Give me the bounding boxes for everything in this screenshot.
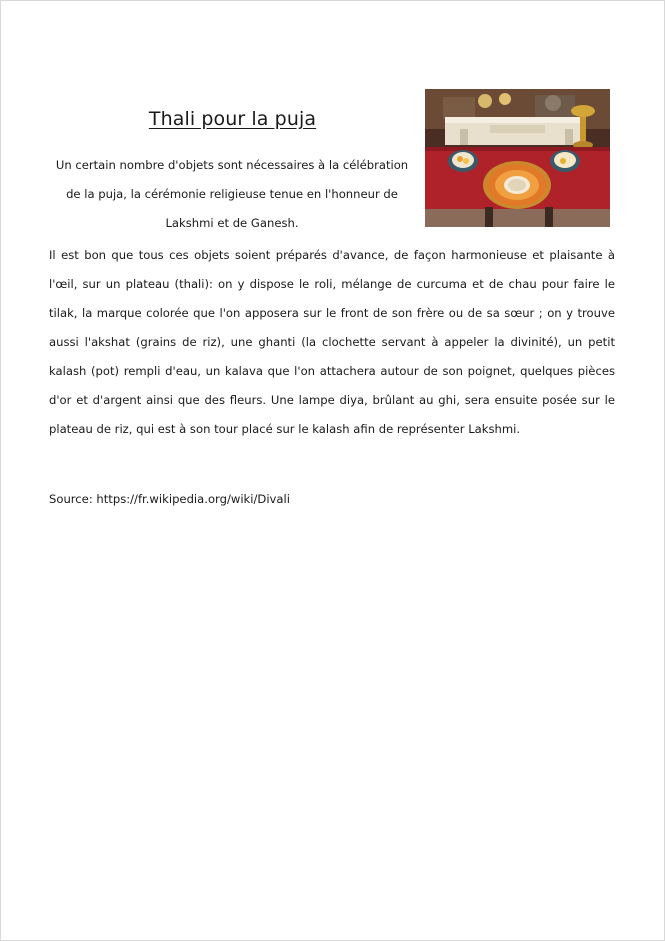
page-title: Thali pour la puja: [148, 108, 317, 130]
puja-thali-photo: [425, 89, 610, 227]
source-citation: Source: https://fr.wikipedia.org/wiki/Divali: [49, 492, 290, 506]
body-paragraph: Il est bon que tous ces objets soient préparés d'avance, de façon harmonieuse et plaisante à l'œil, sur un plateau (thali): on y dispose le roli, mélange de curcuma et de chau pour faire le tilak, la marque colorée que l'on apposera sur le front de son frère ou de sa sœur ; on y trouve aussi l'akshat (grains de riz), une ghanti (la clochette servant à appeler la divinité), un petit kalash (pot) rempli d'eau, un kalava que l'on attachera autour de son poignet, quelques pièces d'or et d'argent ainsi que des fleurs. Une lampe diya, brûlant au ghi, sera ensuite posée sur le plateau de riz, qui est à son tour placé sur le kalash afin de représenter Lakshmi.: [49, 248, 615, 436]
intro-paragraph: Un certain nombre d'objets sont nécessaires à la célébration de la puja, la cérémonie religieuse tenue en l'honneur de Lakshmi et de Ganesh.: [55, 158, 409, 230]
